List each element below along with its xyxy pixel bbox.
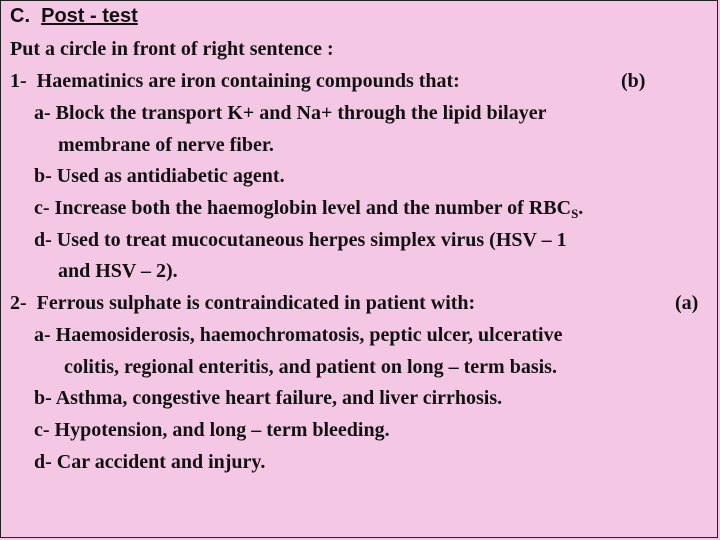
option-letter: c-	[34, 419, 50, 441]
q2-option-d	[34, 450, 265, 474]
section-title: Post - test	[41, 5, 138, 27]
q1-option-b	[34, 164, 285, 188]
option-text: Block the transport K+ and Na+ through the lipid bilayer	[55, 102, 547, 124]
question-2-answer: (a)	[675, 292, 699, 314]
option-letter: a-	[34, 102, 51, 124]
q1-option-d	[34, 228, 567, 252]
option-text: Hypotension, and long – term bleeding.	[54, 419, 390, 441]
option-text: Increase both the haemoglobin level and the number of RBC	[54, 197, 572, 219]
question-2-stem	[10, 291, 475, 315]
q1-option-a	[34, 101, 546, 125]
q2-option-a-continued: colitis, regional enteritis, and patient on long – term basis.	[64, 356, 557, 378]
option-text: Haemosiderosis, haemochromatosis, peptic ulcer, ulcerative	[55, 324, 563, 346]
q1-option-c	[34, 196, 583, 220]
q2-option-b	[34, 386, 502, 410]
option-text: Asthma, congestive heart failure, and liver cirrhosis.	[55, 387, 503, 409]
option-letter: c-	[34, 197, 50, 219]
option-letter: a-	[34, 324, 51, 346]
option-letter: d-	[34, 451, 52, 473]
option-subscript: S	[571, 206, 579, 221]
option-letter: b-	[34, 387, 52, 409]
question-1-stem	[10, 69, 460, 93]
option-letter: d-	[34, 229, 52, 251]
instruction-text: Put a circle in front of right sentence :	[10, 38, 334, 60]
option-text: Used to treat mucocutaneous herpes simplex virus (HSV – 1	[56, 229, 567, 251]
option-tail: .	[578, 197, 584, 219]
question-number: 1-	[10, 70, 27, 92]
q1-option-d-continued: and HSV – 2).	[58, 260, 178, 282]
question-number: 2-	[10, 292, 27, 314]
question-1-answer: (b)	[621, 70, 646, 92]
option-text: Car accident and injury.	[56, 451, 266, 473]
option-text: Used as antidiabetic agent.	[56, 165, 285, 187]
q2-option-a	[34, 323, 562, 347]
section-heading	[10, 4, 138, 28]
option-letter: b-	[34, 165, 52, 187]
q1-option-a-continued: membrane of nerve fiber.	[58, 134, 274, 156]
q2-option-c	[34, 418, 390, 442]
question-text: Ferrous sulphate is contraindicated in patient with:	[36, 292, 476, 314]
question-text: Haematinics are iron containing compounds that:	[36, 70, 460, 92]
section-letter: C.	[10, 5, 30, 27]
